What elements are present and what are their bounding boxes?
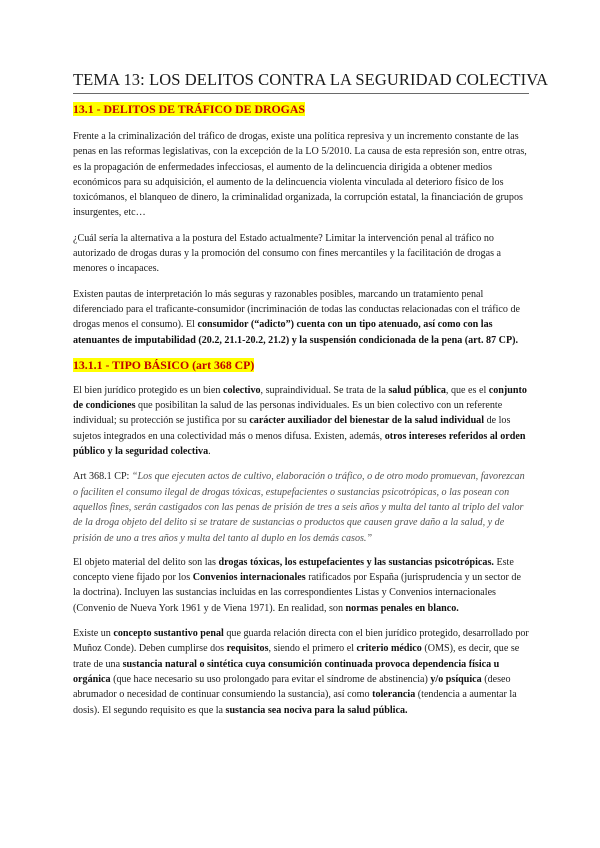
paragraph-article-quote: Art 368.1 CP: “Los que ejecuten actos de cultivo, elaboración o tráfico, o de otro modo promuevan, favorezcan o faciliten el consumo ilegal de drogas tóxicas, estupefacientes o sustancias psicotrópicas, o las posean con aquellos fines, serán castigados con las penas de prisión de tres a seis años y multa del tanto al triplo del valor de la droga objeto del delito si se tratare de sustancias o productos que causen grave daño a la salud, y de prisión de uno a tres años y multa del tanto al duplo en los demás casos.”	[73, 471, 525, 544]
subsection-heading	[73, 358, 529, 373]
paragraph-intro: Frente a la criminalización del tráfico de drogas, existe una política represiva y un incremento constante de las penas en las reformas legislativas, con la excepción de la LO 5/2010. La causa de esta represión son, entre otras, es la propagación de enfermedades infecciosas, el aumento de la delincuencia dirigida a obtener medios económicos para su adquisición, el aumento de la delincuencia violenta vinculada al deterioro físico de los toxicómanos, el blanqueo de dinero, la criminalidad organizada, la corrupción estatal, la financiación de grupos insurgentes, etc…	[73, 131, 527, 219]
paragraph-alternative: ¿Cuál sería la alternativa a la postura del Estado actualmente? Limitar la intervención penal al tráfico no autorizado de drogas duras y la promoción del consumo con fines mercantiles y la facilitación de drogas a menores o incapaces.	[73, 232, 501, 275]
page-title: TEMA 13: LOS DELITOS CONTRA LA SEGURIDAD COLECTIVA	[73, 70, 529, 94]
section-heading-text: 13.1 - DELITOS DE TRÁFICO DE DROGAS	[73, 102, 305, 116]
document-page	[73, 70, 549, 728]
paragraph-objeto-material: El objeto material del delito son las drogas tóxicas, los estupefacientes y las sustancias psicotrópicas. Este concepto viene fijado por los Convenios internacionales ratificados por España (jurisprudencia y un sector de la doctrina). Incluyen las sustancias incluidas en las correspondientes Listas y Convenios internacionales (Convenio de Nueva York 1961 y de Viena 1971). En realidad, son normas penales en blanco.	[73, 556, 521, 614]
subsection-heading-text: 13.1.1 - TIPO BÁSICO (art 368 CP)	[73, 357, 255, 372]
paragraph-concepto-sustantivo: Existe un concepto sustantivo penal que guarda relación directa con el bien jurídico protegido, desarrollado por Muñoz Conde). Deben cumplirse dos requisitos, siendo el primero el criterio médico (OMS), es decir, que se trate de una sustancia natural o sintética cuya consumición continuada provoca dependencia física u orgánica (que hace necesario su uso prolongado para evitar el síndrome de abstinencia) y/o psíquica (deseo abrumador o necesidad de continuar consumiendo la sustancia), así como tolerancia (tendencia a aumentar la dosis). El segundo requisito es que la sustancia sea nociva para la salud pública.	[73, 628, 529, 716]
paragraph-bien-juridico: El bien jurídico protegido es un bien colectivo, supraindividual. Se trata de la salud pública, que es el conjunto de condiciones que posibilitan la salud de las personas individuales. Es un bien colectivo con un referente individual; su protección se justifica por su carácter auxiliador del bienestar de la salud individual de los sujetos integrados en una colectividad más o menos difusa. Existen, además, otros intereses referidos al orden público y la seguridad colectiva.	[73, 384, 527, 458]
section-heading	[73, 102, 529, 117]
paragraph-interpretation: Existen pautas de interpretación lo más seguras y razonables posibles, marcando un tratamiento penal diferenciado para el traficante-consumidor (incriminación de todas las conductas relacionadas con el tráfico de drogas menos el consumo). El consumidor (“adicto”) cuenta con un tipo atenuado, así como con las atenuantes de imputabilidad (20.2, 21.1-20.2, 21.2) y la suspensión condicionada de la pena (art. 87 CP).	[73, 288, 521, 346]
